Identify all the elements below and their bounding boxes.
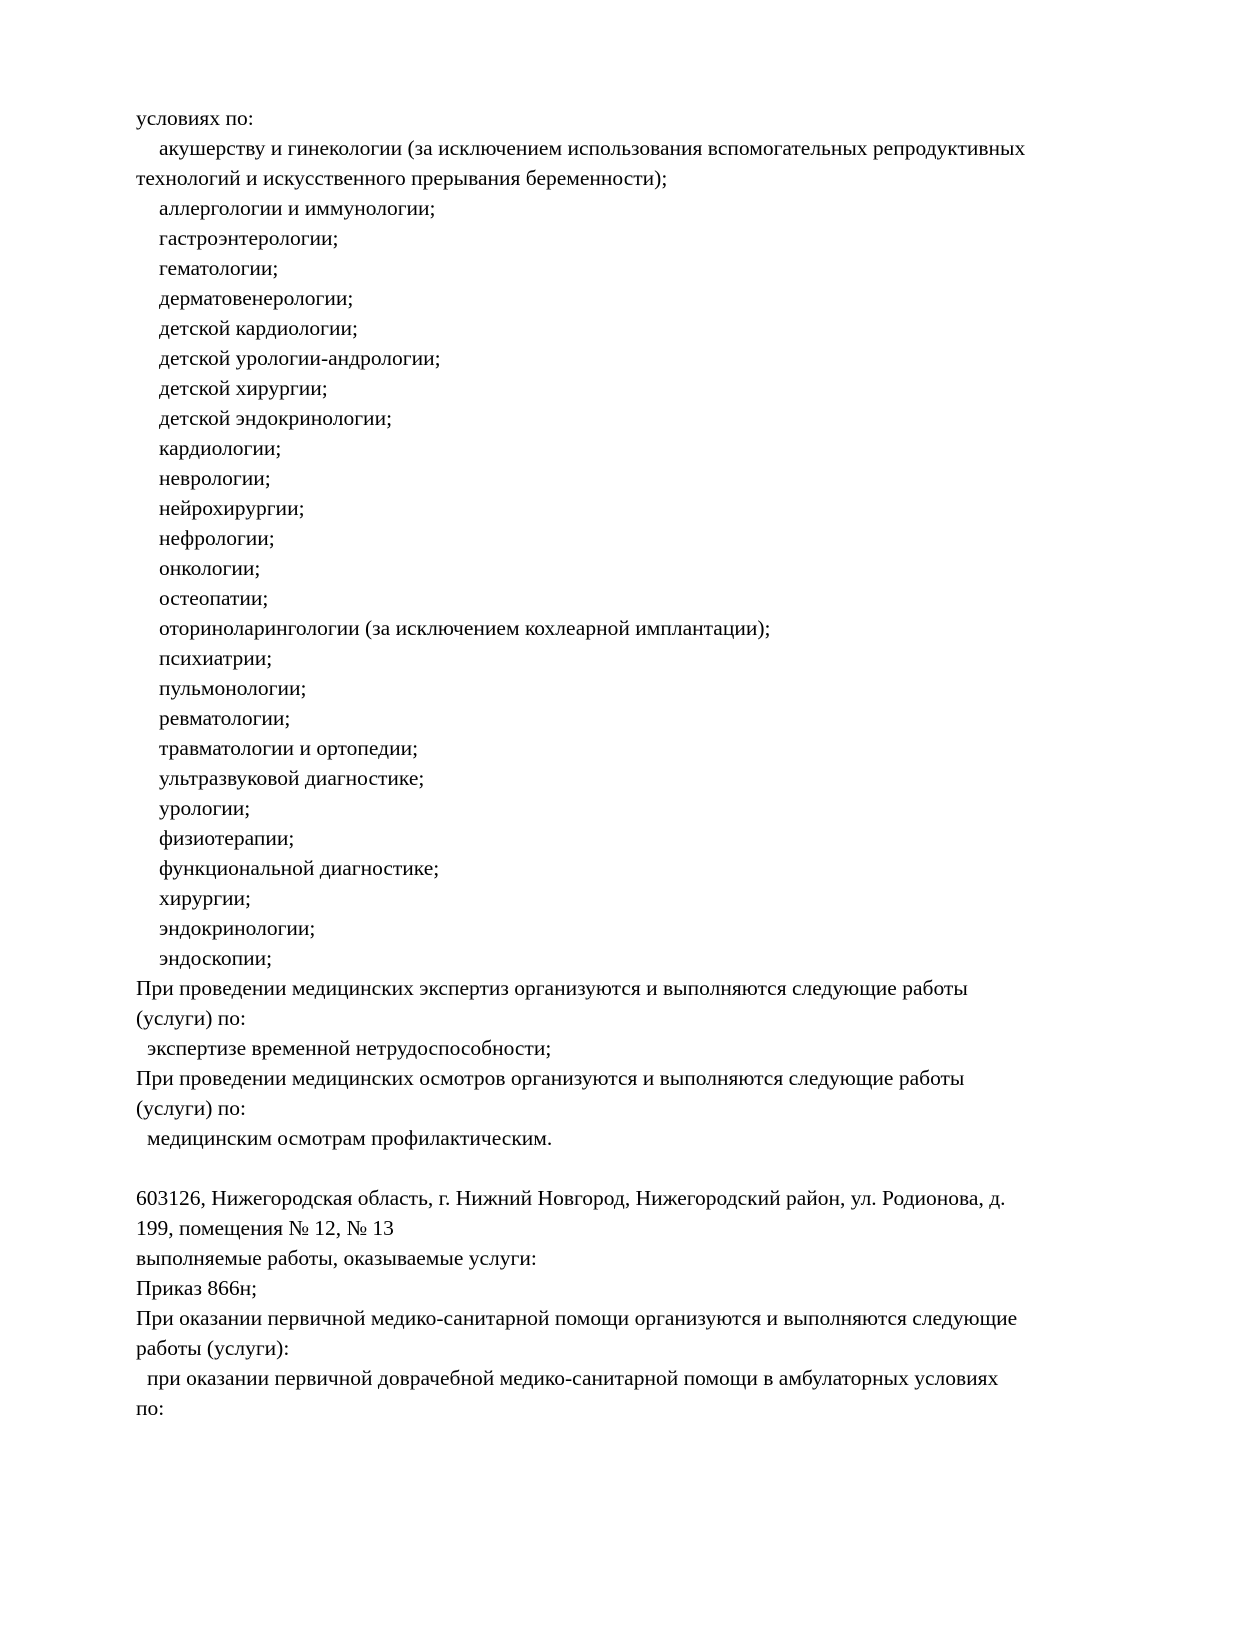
text-line: ультразвуковой диагностике; — [159, 766, 425, 790]
text-line: технологий и искусственного прерывания беременности); — [136, 166, 668, 190]
text-line: нефрологии; — [159, 526, 275, 550]
text-line: условиях по: — [136, 106, 254, 130]
text-line: функциональной диагностике; — [159, 856, 440, 880]
text-line: медицинским осмотрам профилактическим. — [147, 1126, 553, 1150]
text-line: гематологии; — [159, 256, 279, 280]
text-line: при оказании первичной доврачебной медико-санитарной помощи в амбулаторных условиях — [147, 1366, 999, 1390]
text-line: психиатрии; — [159, 646, 273, 670]
text-line: (услуги) по: — [136, 1096, 247, 1120]
text-line: работы (услуги): — [136, 1336, 290, 1360]
text-line: гастроэнтерологии; — [159, 226, 339, 250]
text-line: 603126, Нижегородская область, г. Нижний Новгород, Нижегородский район, ул. Родионова, д. — [136, 1186, 1006, 1210]
text-line: акушерству и гинекологии (за исключением использования вспомогательных репродуктивных — [159, 136, 1026, 160]
text-line: эндоскопии; — [159, 946, 273, 970]
text-line: выполняемые работы, оказываемые услуги: — [136, 1246, 537, 1270]
text-line: кардиологии; — [159, 436, 282, 460]
text-line: При проведении медицинских экспертиз организуются и выполняются следующие работы — [136, 976, 968, 1000]
text-line: Приказ 866н; — [136, 1276, 258, 1300]
text-line: остеопатии; — [159, 586, 269, 610]
text-line: онкологии; — [159, 556, 261, 580]
text-line: пульмонологии; — [159, 676, 307, 700]
text-line: аллергологии и иммунологии; — [159, 196, 436, 220]
text-line: детской кардиологии; — [159, 316, 358, 340]
text-line: детской эндокринологии; — [159, 406, 393, 430]
text-line: детской урологии-андрологии; — [159, 346, 441, 370]
text-line: по: — [136, 1396, 165, 1420]
text-line: оториноларингологии (за исключением кохлеарной имплантации); — [159, 616, 771, 640]
text-line: При проведении медицинских осмотров организуются и выполняются следующие работы — [136, 1066, 965, 1090]
text-line: физиотерапии; — [159, 826, 295, 850]
text-line: (услуги) по: — [136, 1006, 247, 1030]
text-line: дерматовенерологии; — [159, 286, 354, 310]
text-line: нейрохирургии; — [159, 496, 305, 520]
text-line: ревматологии; — [159, 706, 291, 730]
text-line: травматологии и ортопедии; — [159, 736, 419, 760]
text-line: неврологии; — [159, 466, 271, 490]
text-line: хирургии; — [159, 886, 252, 910]
text-line: экспертизе временной нетрудоспособности; — [147, 1036, 552, 1060]
text-line: эндокринологии; — [159, 916, 316, 940]
text-line: детской хирургии; — [159, 376, 328, 400]
blank-line — [136, 1153, 1185, 1183]
text-line: урологии; — [159, 796, 251, 820]
text-line: 199, помещения № 12, № 13 — [136, 1216, 394, 1240]
text-line: При оказании первичной медико-санитарной помощи организуются и выполняются следующие — [136, 1306, 1018, 1330]
document-text — [136, 103, 1185, 1423]
